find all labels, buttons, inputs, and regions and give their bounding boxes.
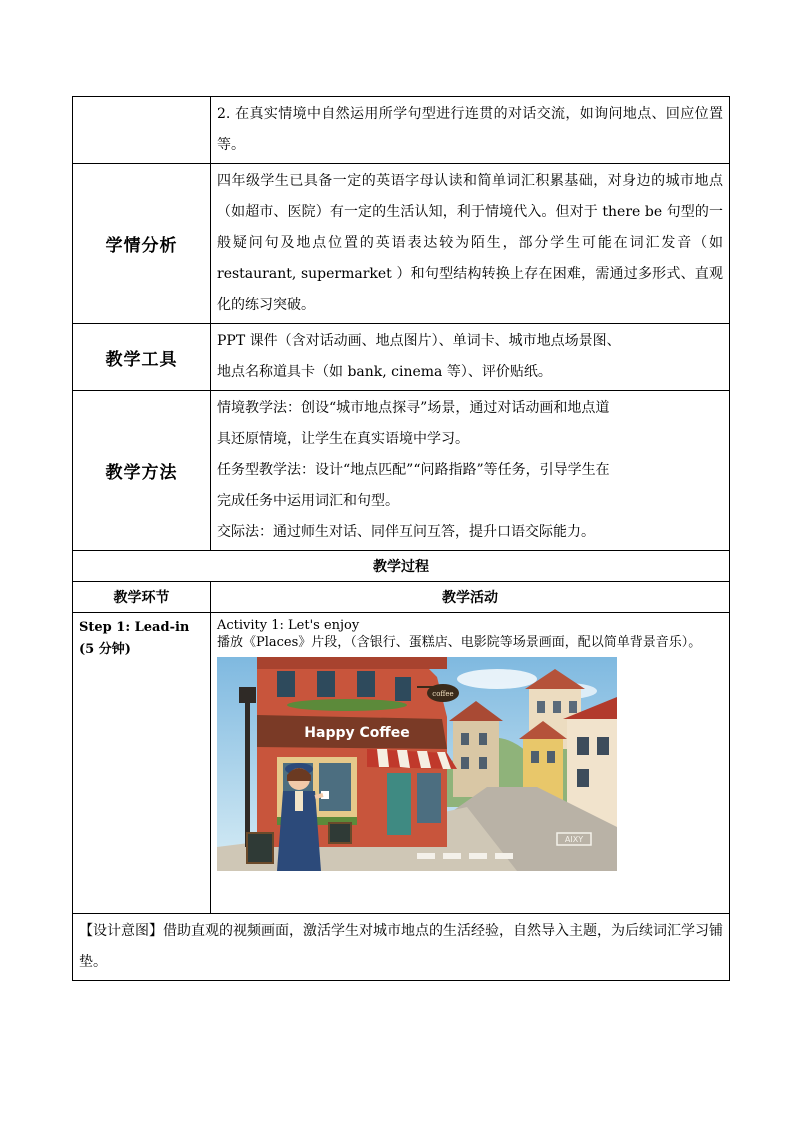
tools-line-2: 地点名称道具卡（如 bank, cinema 等）、评价贴纸。 xyxy=(217,364,552,380)
goals-text: 2. 在真实情境中自然运用所学句型进行连贯的对话交流，如询问地点、回应位置等。 xyxy=(211,97,730,164)
tools-label: 教学工具 xyxy=(73,324,211,391)
goals-label-cell xyxy=(73,97,211,164)
city-cafe-illustration xyxy=(217,657,617,871)
step1-row xyxy=(73,613,730,914)
methods-text xyxy=(211,391,730,551)
step1-activity-cell xyxy=(211,613,730,914)
process-title: 教学过程 xyxy=(73,551,730,582)
intent-row xyxy=(73,914,730,981)
methods-line-1: 情境教学法：创设“城市地点探寻”场景，通过对话动画和地点道 xyxy=(217,400,610,416)
analysis-text: 四年级学生已具备一定的英语字母认读和简单词汇积累基础，对身边的城市地点（如超市、医院）有一定的生活认知，利于情境代入。但对于 there be 句型的一般疑问句及地点位置的英语表达较为陌生，部分学生可能在词汇发音（如 restaurant, supermarket ）和句型结构转换上存在困难，需通过多形式、直观化的练习突破。 xyxy=(211,164,730,324)
methods-line-4: 完成任务中运用词汇和句型。 xyxy=(217,493,399,509)
process-header-row xyxy=(73,582,730,613)
methods-row xyxy=(73,391,730,551)
methods-line-2: 具还原情境，让学生在真实语境中学习。 xyxy=(217,431,469,447)
process-title-row xyxy=(73,551,730,582)
process-col-stage: 教学环节 xyxy=(73,582,211,613)
analysis-label: 学情分析 xyxy=(73,164,211,324)
methods-line-3: 任务型教学法：设计“地点匹配”“问路指路”等任务，引导学生在 xyxy=(217,462,610,478)
step1-label: Step 1: Lead-in (5 分钟) xyxy=(73,613,211,914)
process-col-activity: 教学活动 xyxy=(211,582,730,613)
step1-description: 播放《Places》片段，（含银行、蛋糕店、电影院等场景画面，配以简单背景音乐）。 xyxy=(217,635,702,650)
tools-row xyxy=(73,324,730,391)
lesson-plan-table xyxy=(72,96,730,981)
road-marking-text: AIXY xyxy=(564,835,584,844)
goals-row xyxy=(73,97,730,164)
tools-line-1: PPT 课件（含对话动画、地点图片）、单词卡、城市地点场景图、 xyxy=(217,333,621,349)
cafe-sign-text: Happy Coffee xyxy=(304,725,410,741)
analysis-row xyxy=(73,164,730,324)
hanging-sign-text: coffee xyxy=(432,690,454,698)
tools-text xyxy=(211,324,730,391)
methods-label: 教学方法 xyxy=(73,391,211,551)
design-intent-text: 【设计意图】借助直观的视频画面，激活学生对城市地点的生活经验，自然导入主题，为后续词汇学习铺垫。 xyxy=(73,914,730,981)
step1-activity-title: Activity 1: Let's enjoy xyxy=(217,618,360,633)
methods-line-5: 交际法：通过师生对话、同伴互问互答，提升口语交际能力。 xyxy=(217,524,595,540)
